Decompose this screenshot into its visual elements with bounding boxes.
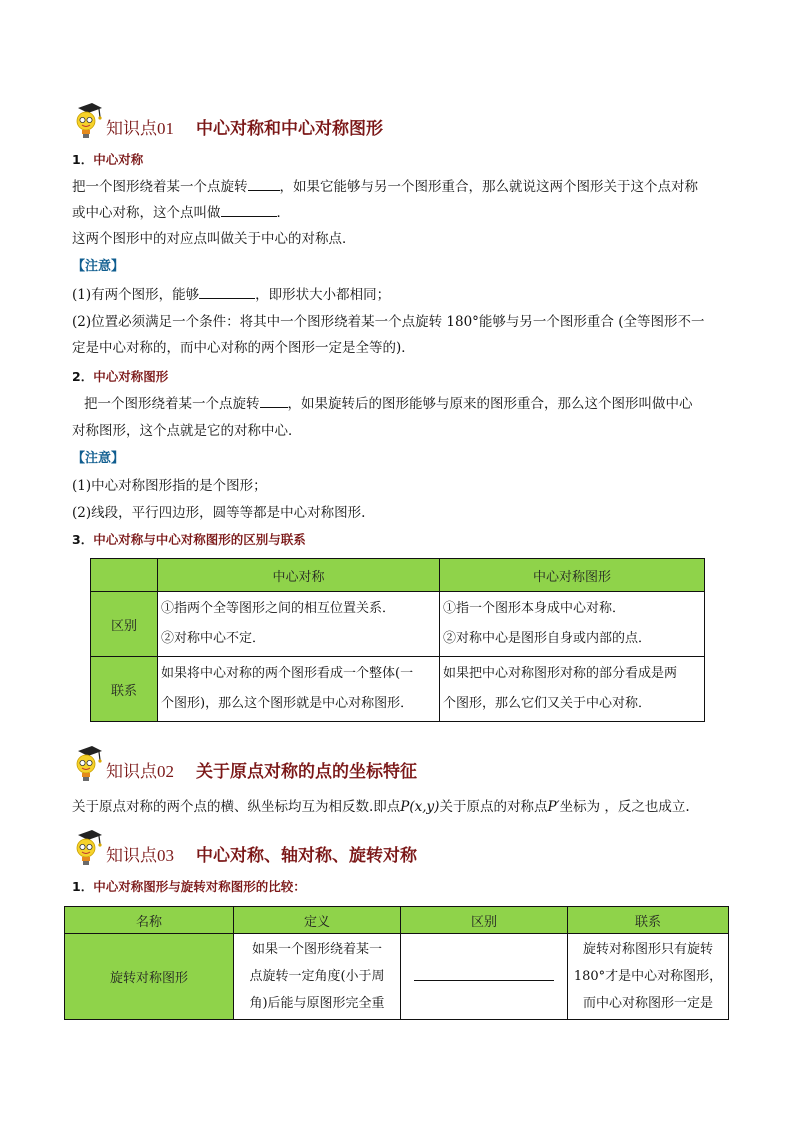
subheading-central-symmetry: 1．中心对称: [72, 152, 144, 167]
note-label: 【注意】: [72, 259, 125, 274]
fill-blank: [221, 204, 277, 217]
rotation-comparison-table: [64, 906, 729, 1020]
note-line: (1)有两个图形，能够 ，即形状大小都相同；: [72, 287, 391, 303]
table-cell: [401, 934, 568, 1020]
table-header: 区别: [401, 907, 568, 934]
table-cell: ①指两个全等图形之间的相互位置关系． ②对称中心不定．: [158, 592, 440, 657]
table-row: [65, 934, 729, 1020]
row-label: 区别: [91, 592, 158, 657]
table-cell: ①指一个图形本身成中心对称． ②对称中心是图形自身或内部的点．: [440, 592, 705, 657]
table-cell: 如果把中心对称图形对称的部分看成是两 个图形，那么它们又关于中心对称．: [440, 657, 705, 722]
heading-number: 知识点02: [106, 762, 174, 781]
table-header: 名称: [65, 907, 234, 934]
fill-blank: [260, 395, 288, 408]
table-header: 中心对称: [158, 559, 440, 592]
table-header-row: [65, 907, 729, 934]
note-line: (2)位置必须满足一个条件：将其中一个图形绕着某一个点旋转 180°能够与另一个图形重合 (全等图形不一: [72, 314, 705, 330]
paragraph-line: 把一个图形绕着某一个点旋转 ，如果旋转后的图形能够与原来的图形重合，那么这个图形叫做中心: [84, 396, 693, 412]
table-header-row: [91, 559, 705, 592]
table-cell: 旋转对称图形只有旋转 180°才是中心对称图形， 而中心对称图形一定是: [568, 934, 729, 1020]
table-header: 联系: [568, 907, 729, 934]
math-point-p-prime: P′: [547, 799, 560, 815]
scholar-mascot-icon: [70, 102, 104, 140]
note-label: 【注意】: [72, 451, 125, 466]
note-line: (1)中心对称图形指的是个图形；: [72, 478, 267, 494]
table-row: [91, 657, 705, 722]
table-header: 中心对称图形: [440, 559, 705, 592]
table-header: 定义: [234, 907, 401, 934]
table-row: [91, 592, 705, 657]
note-line: (2)线段，平行四边形，圆等等都是中心对称图形.: [72, 505, 366, 521]
table-header: [91, 559, 158, 592]
paragraph-line: 把一个图形绕着某一个点旋转 ，如果它能够与另一个图形重合，那么就说这两个图形关于这个点对称: [72, 179, 698, 195]
fill-blank: [414, 968, 554, 981]
table-cell: 如果一个图形绕着某一 点旋转一定角度(小于周 角)后能与原图形完全重: [234, 934, 401, 1020]
math-point-p: P(x,y): [400, 799, 440, 815]
section-heading-01: [70, 100, 383, 140]
subheading-central-symmetric-figure: 2．中心对称图形: [72, 369, 169, 384]
heading-number: 知识点03: [106, 846, 174, 865]
heading-title: 中心对称、轴对称、旋转对称: [196, 846, 417, 866]
note-line: 定是中心对称的，而中心对称的两个图形一定是全等的)．: [72, 340, 415, 356]
scholar-mascot-icon: [70, 745, 104, 783]
fill-blank: [248, 178, 280, 191]
row-label: 旋转对称图形: [65, 934, 234, 1020]
heading-title: 关于原点对称的点的坐标特征: [196, 762, 417, 782]
section-heading-02: [70, 743, 417, 783]
paragraph-line: 对称图形，这个点就是它的对称中心．: [72, 423, 302, 439]
subheading-difference-relation: 3．中心对称与中心对称图形的区别与联系: [72, 532, 306, 547]
section-heading-03: [70, 827, 417, 867]
paragraph-line: 关于原点对称的两个点的横、纵坐标均互为相反数.即点P(x,y)关于原点的对称点P′坐标为 ，反之也成立.: [72, 799, 690, 815]
subheading-comparison: 1．中心对称图形与旋转对称图形的比较：: [72, 879, 306, 894]
heading-number: 知识点01: [106, 119, 174, 138]
paragraph-line: 这两个图形中的对应点叫做关于中心的对称点．: [72, 231, 356, 247]
paragraph-line: 或中心对称，这个点叫做 ．: [72, 205, 290, 221]
comparison-table: [90, 558, 705, 722]
heading-title: 中心对称和中心对称图形: [196, 119, 383, 139]
table-cell: 如果将中心对称的两个图形看成一个整体(一 个图形)，那么这个图形就是中心对称图形．: [158, 657, 440, 722]
row-label: 联系: [91, 657, 158, 722]
fill-blank: [199, 286, 255, 299]
scholar-mascot-icon: [70, 829, 104, 867]
